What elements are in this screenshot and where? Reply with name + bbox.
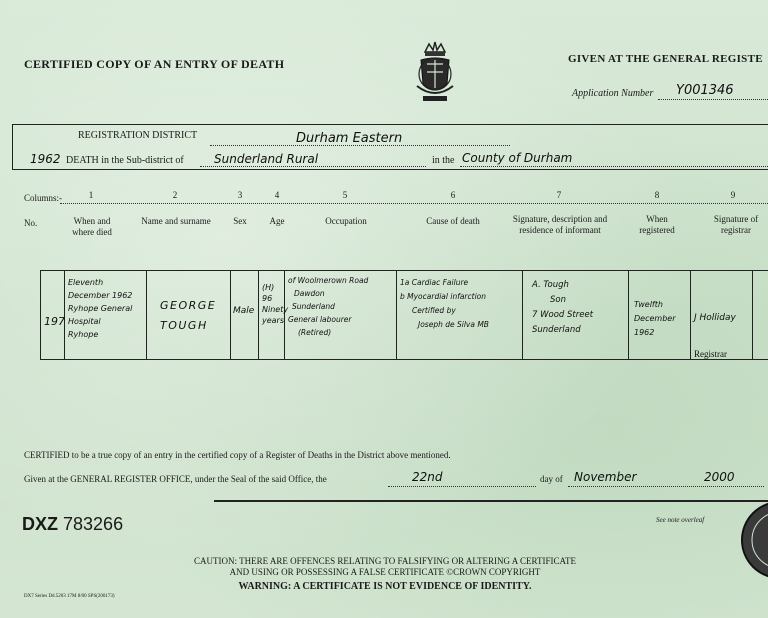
certified-statement: CERTIFIED to be a true copy of an entry in the certified copy of a Register of Deaths in the District above mentioned.: [24, 450, 451, 460]
certification-day: 22nd: [412, 470, 443, 484]
death-year: 1962: [30, 152, 61, 166]
entry-age: (H) 96 Ninety years: [262, 283, 289, 325]
office-title: GIVEN AT THE GENERAL REGISTE: [568, 53, 763, 65]
column-number: 7: [556, 190, 562, 200]
subdistrict-name: Sunderland Rural: [214, 152, 319, 166]
header-sex: Sex: [233, 216, 247, 226]
caution-line-2: AND USING OR POSSESSING A FALSE CERTIFICATE ©CROWN COPYRIGHT: [229, 567, 541, 577]
header-registrar-signature: Signature of registrar: [713, 214, 759, 235]
header-when-registered: When registered: [639, 214, 675, 235]
column-number: 3: [237, 190, 243, 200]
form-code: DX7 Series Dd.5203 17M 8/00 SPS(200173): [24, 594, 115, 599]
identity-warning: WARNING: A CERTIFICATE IS NOT EVIDENCE OF IDENTITY.: [238, 581, 532, 592]
entry-informant: A. Tough Son 7 Wood Street Sunderland: [532, 280, 594, 335]
given-at-statement: Given at the GENERAL REGISTER OFFICE, under the Seal of the said Office, the: [24, 474, 327, 484]
entry-name: GEORGE TOUGH: [160, 299, 217, 332]
subdistrict-label: DEATH in the Sub-district of: [66, 155, 184, 166]
see-note-overleaf: See note overleaf: [656, 516, 705, 524]
column-number: 1: [88, 190, 94, 200]
certification-month: November: [574, 470, 637, 484]
no-header: No.: [24, 218, 38, 228]
royal-crest-icon: [413, 38, 457, 110]
in-the-label: in the: [432, 155, 455, 166]
column-number: 8: [654, 190, 660, 200]
entry-occupation: of Woolmerown Road Dawdon Sunderland General labourer (Retired): [288, 276, 369, 337]
registration-district-label: REGISTRATION DISTRICT: [78, 130, 198, 141]
application-number: Y001346: [676, 83, 734, 98]
column-number: 5: [342, 190, 348, 200]
header-when-where-died: When and where died: [72, 216, 112, 237]
header-occupation: Occupation: [325, 216, 367, 226]
serial-number: DXZ 783266: [22, 514, 124, 534]
entry-number: 197: [44, 315, 65, 328]
registration-district-name: Durham Eastern: [296, 131, 403, 146]
header-informant: Signature, description and residence of informant: [512, 214, 608, 235]
day-of-label: day of: [540, 474, 563, 484]
header-name-surname: Name and surname: [141, 216, 211, 226]
county-name: County of Durham: [462, 151, 573, 165]
entry-cause-of-death: 1a Cardiac Failure b Myocardial infarction Certified by Joseph de Silva MB: [400, 278, 489, 329]
entry-when-registered: Twelfth December 1962: [634, 300, 676, 337]
column-number: 9: [730, 190, 736, 200]
column-number: 2: [172, 190, 178, 200]
column-number: 6: [450, 190, 456, 200]
entry-registrar: J Holliday Registrar: [694, 313, 736, 359]
certificate-title: CERTIFIED COPY OF AN ENTRY OF DEATH: [24, 57, 285, 71]
certification-year: 2000: [704, 470, 735, 484]
seal-icon: [736, 500, 768, 580]
entry-sex: Male: [233, 306, 255, 316]
header-age: Age: [269, 216, 285, 226]
application-number-label: Application Number: [572, 88, 654, 99]
header-cause-of-death: Cause of death: [426, 216, 480, 226]
entry-when-where-died: Eleventh December 1962 Ryhope General Hospital Ryhope: [68, 278, 133, 339]
caution-line-1: CAUTION: THERE ARE OFFENCES RELATING TO FALSIFYING OR ALTERING A CERTIFICATE: [194, 556, 576, 566]
columns-label: Columns:-: [24, 193, 63, 203]
column-number: 4: [274, 190, 280, 200]
